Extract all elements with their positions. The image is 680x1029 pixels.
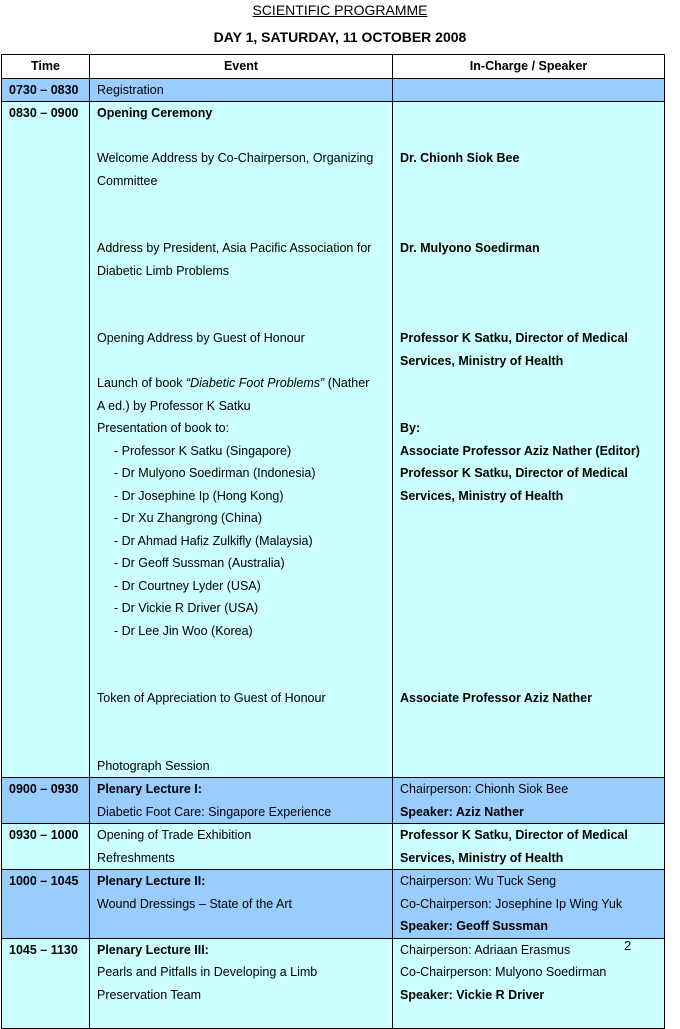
speaker-line: Chairperson: Chionh Siok Bee: [400, 782, 569, 796]
time-cell: [2, 870, 90, 939]
event-cell: [90, 870, 393, 939]
speaker-line: [400, 642, 657, 665]
speaker-line: [400, 372, 657, 395]
programme-table: [1, 54, 665, 1029]
event-line: - Dr Xu Zhangrong (China): [114, 511, 262, 525]
programme-title: SCIENTIFIC PROGRAMME: [252, 2, 428, 18]
event-line: Opening Ceremony: [97, 106, 213, 120]
speaker-line: [400, 215, 657, 238]
event-line: Wound Dressings – State of the Art: [97, 896, 293, 911]
speaker-line: [400, 530, 657, 553]
speaker-line: [400, 395, 657, 418]
event-line: - Professor K Satku (Singapore): [114, 443, 292, 458]
column-header-event: Event: [90, 55, 393, 79]
time-cell: [2, 778, 90, 824]
speaker-line: Associate Professor Aziz Nather: [400, 691, 592, 705]
event-line: Plenary Lecture II:: [97, 874, 206, 888]
event-line: Opening Address by Guest of Honour: [97, 331, 305, 345]
speaker-line: Services, Ministry of Health: [400, 850, 564, 865]
table-row: [2, 102, 665, 778]
time-slot: 0930 – 1000: [9, 828, 79, 842]
speaker-line: Services, Ministry of Health: [400, 353, 564, 368]
table-row: [2, 938, 665, 1028]
event-line: [97, 732, 385, 755]
event-line: [97, 350, 385, 373]
event-line: Registration: [97, 82, 164, 97]
speaker-line: [400, 125, 657, 148]
speaker-line: [400, 575, 657, 598]
speaker-line: [400, 507, 657, 530]
speaker-line: Speaker: Geoff Sussman: [400, 919, 548, 933]
event-cell: [90, 938, 393, 1028]
text-part: (Nather: [324, 376, 370, 390]
event-line: [97, 372, 385, 395]
event-line: [97, 665, 385, 688]
event-line: - Dr Ahmad Hafiz Zulkifly (Malaysia): [114, 533, 313, 548]
event-line: - Dr Geoff Sussman (Australia): [114, 556, 285, 570]
event-line: Plenary Lecture III:: [97, 942, 209, 957]
speaker-line: [400, 620, 657, 643]
speaker-line: Co-Chairperson: Mulyono Soedirman: [400, 965, 607, 979]
time-slot: 0830 – 0900: [9, 106, 79, 120]
event-cell: [90, 78, 393, 102]
table-row: [2, 824, 665, 870]
speaker-line: [400, 260, 657, 283]
event-cell: [90, 778, 393, 824]
day-heading: DAY 1, SATURDAY, 11 OCTOBER 2008: [213, 29, 467, 45]
event-line: Photograph Session: [97, 758, 210, 773]
event-line: Presentation of book to:: [97, 421, 230, 435]
speaker-line: By:: [400, 421, 421, 435]
time-cell: [2, 78, 90, 102]
speaker-cell: [393, 102, 665, 778]
column-header-time: Time: [2, 55, 90, 79]
event-line: - Dr Lee Jin Woo (Korea): [114, 623, 253, 638]
event-line: A ed.) by Professor K Satku: [97, 398, 251, 413]
time-cell: [2, 824, 90, 870]
table-row: [2, 870, 665, 939]
time-slot: 1045 – 1130: [9, 942, 78, 957]
event-line: Refreshments: [97, 850, 175, 865]
event-cell: [90, 102, 393, 778]
event-line: [97, 125, 385, 148]
event-line: Diabetic Foot Care: Singapore Experience: [97, 804, 332, 819]
speaker-line: Dr. Chionh Siok Bee: [400, 151, 520, 165]
event-line: Address by President, Asia Pacific Association for: [97, 241, 372, 255]
speaker-cell: [393, 870, 665, 939]
speaker-line: [400, 170, 657, 193]
speaker-line: Professor K Satku, Director of Medical: [400, 331, 628, 345]
speaker-line: [400, 305, 657, 328]
event-cell: [90, 824, 393, 870]
table-row: [2, 78, 665, 102]
speaker-line: Professor K Satku, Director of Medical: [400, 828, 628, 842]
speaker-line: [400, 665, 657, 688]
speaker-line: Professor K Satku, Director of Medical: [400, 466, 628, 480]
event-line: Token of Appreciation to Guest of Honour: [97, 691, 326, 705]
speaker-cell: [393, 778, 665, 824]
event-line: [97, 305, 385, 328]
event-line: - Dr Vickie R Driver (USA): [114, 601, 259, 615]
text-part: Launch of book: [97, 376, 186, 390]
speaker-line: Chairperson: Adriaan Erasmus: [400, 942, 571, 957]
time-cell: [2, 102, 90, 778]
speaker-line: Associate Professor Aziz Nather (Editor): [400, 443, 640, 458]
event-line: Preservation Team: [97, 987, 201, 1002]
speaker-line: [400, 552, 657, 575]
speaker-line: [400, 597, 657, 620]
event-line: [97, 192, 385, 215]
speaker-line: [400, 282, 657, 305]
event-line: Committee: [97, 173, 158, 188]
event-line: - Dr Mulyono Soedirman (Indonesia): [114, 466, 316, 480]
event-line: - Dr Josephine Ip (Hong Kong): [114, 488, 284, 503]
event-line: Plenary Lecture I:: [97, 782, 202, 796]
event-line: Pearls and Pitfalls in Developing a Limb: [97, 965, 318, 979]
speaker-line: Speaker: Aziz Nather: [400, 804, 524, 819]
column-header-speaker: In-Charge / Speaker: [393, 55, 665, 79]
speaker-line: Dr. Mulyono Soedirman: [400, 241, 540, 255]
speaker-line: Chairperson: Wu Tuck Seng: [400, 874, 557, 888]
event-line: [97, 710, 385, 733]
speaker-line: Services, Ministry of Health: [400, 488, 564, 503]
event-line: Opening of Trade Exhibition: [97, 828, 252, 842]
time-slot: 1000 – 1045: [9, 874, 79, 888]
event-line: [97, 282, 385, 305]
book-title: “Diabetic Foot Problems”: [185, 376, 325, 390]
table-row: [2, 778, 665, 824]
speaker-line: Co-Chairperson: Josephine Ip Wing Yuk: [400, 896, 623, 911]
event-line: Diabetic Limb Problems: [97, 263, 229, 278]
time-slot: 0900 – 0930: [9, 782, 79, 796]
speaker-cell: [393, 824, 665, 870]
event-line: [97, 642, 385, 665]
time-slot: 0730 – 0830: [9, 82, 79, 97]
event-line: Welcome Address by Co-Chairperson, Organizing: [97, 151, 374, 165]
programme-body: [2, 78, 665, 1028]
page-number: 2: [624, 938, 632, 953]
table-header-row: [2, 55, 665, 79]
speaker-cell: [393, 78, 665, 102]
speaker-line: [400, 102, 657, 125]
speaker-line: Speaker: Vickie R Driver: [400, 987, 545, 1002]
event-line: [97, 215, 385, 238]
time-cell: [2, 938, 90, 1028]
event-line: - Dr Courtney Lyder (USA): [114, 578, 261, 593]
speaker-line: [400, 192, 657, 215]
